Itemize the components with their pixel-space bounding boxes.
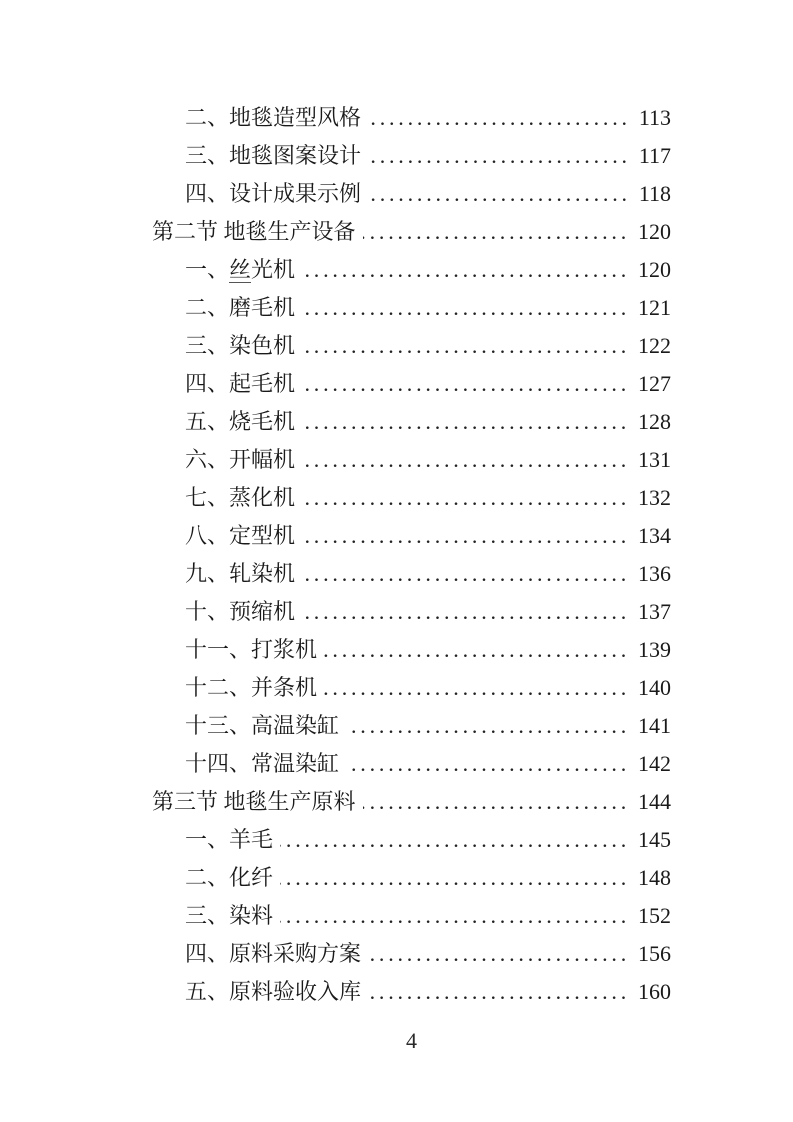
dot-leader <box>302 593 630 631</box>
toc-row-section <box>152 213 671 251</box>
dot-leader <box>324 669 630 707</box>
toc-entry-label: 六、开幅机 <box>185 447 296 472</box>
toc-entry-label: 三、地毯图案设计 <box>185 143 362 168</box>
toc-row-item <box>152 593 671 631</box>
dot-leader <box>368 973 630 1011</box>
toc-row-item <box>152 403 671 441</box>
toc-entry-label: 一、丝光机 <box>185 257 296 282</box>
toc-row-item <box>152 137 671 175</box>
toc-page-number: 113 <box>638 105 671 130</box>
toc-page-number: 120 <box>638 219 671 244</box>
toc-page-number: 120 <box>638 257 671 282</box>
dot-leader <box>280 897 630 935</box>
dot-leader <box>346 707 630 745</box>
underlined-text: 丝 <box>229 257 252 282</box>
dot-leader <box>363 783 630 821</box>
dot-leader <box>368 175 631 213</box>
toc-row-item <box>152 935 671 973</box>
toc-entry-label: 十、预缩机 <box>185 599 296 624</box>
toc-entry-label: 二、化纤 <box>185 865 274 890</box>
toc-page-number: 132 <box>638 485 671 510</box>
toc-row-item <box>152 821 671 859</box>
dot-leader <box>368 99 631 137</box>
toc-row-item <box>152 707 671 745</box>
dot-leader <box>302 441 630 479</box>
dot-leader <box>324 631 630 669</box>
toc-entry-label: 第三节 地毯生产原料 <box>152 789 356 814</box>
toc-entry-label: 第二节 地毯生产设备 <box>152 219 356 244</box>
toc-page-number: 152 <box>638 903 671 928</box>
dot-leader <box>302 517 630 555</box>
toc-page-number: 144 <box>638 789 671 814</box>
toc-row-section <box>152 783 671 821</box>
footer-page-number: 4 <box>406 1028 417 1053</box>
toc-entry-label: 三、染色机 <box>185 333 296 358</box>
dot-leader <box>346 745 630 783</box>
toc-page-number: 156 <box>638 941 671 966</box>
toc-row-item <box>152 175 671 213</box>
toc-entry-label: 三、染料 <box>185 903 274 928</box>
toc-entry-label: 五、烧毛机 <box>185 409 296 434</box>
toc-entry-label: 二、磨毛机 <box>185 295 296 320</box>
toc-page-number: 141 <box>638 713 671 738</box>
dot-leader <box>302 289 630 327</box>
toc-page-number: 145 <box>638 827 671 852</box>
toc-page-number: 142 <box>638 751 671 776</box>
toc-entry-label: 七、蒸化机 <box>185 485 296 510</box>
toc-row-item <box>152 897 671 935</box>
toc-entry-label: 十一、打浆机 <box>185 637 318 662</box>
toc-row-item <box>152 99 671 137</box>
toc-page-number: 122 <box>638 333 671 358</box>
toc-entry-label: 四、原料采购方案 <box>185 941 362 966</box>
dot-leader <box>302 251 630 289</box>
dot-leader <box>302 555 630 593</box>
toc-row-item <box>152 555 671 593</box>
toc-entry-label: 四、设计成果示例 <box>185 181 362 206</box>
dot-leader <box>280 821 630 859</box>
toc-page-number: 134 <box>638 523 671 548</box>
dot-leader <box>302 365 630 403</box>
toc-row-item <box>152 441 671 479</box>
toc-row-item <box>152 365 671 403</box>
toc-page-number: 160 <box>638 979 671 1004</box>
toc-page-number: 117 <box>638 143 671 168</box>
toc-row-item <box>152 745 671 783</box>
toc-entry-label: 五、原料验收入库 <box>185 979 362 1004</box>
dot-leader <box>302 479 630 517</box>
toc-page-number: 131 <box>638 447 671 472</box>
toc-row-item <box>152 479 671 517</box>
toc-page-number: 127 <box>638 371 671 396</box>
dot-leader <box>280 859 630 897</box>
dot-leader <box>368 137 631 175</box>
toc-entry-label: 九、轧染机 <box>185 561 296 586</box>
toc-page-number: 140 <box>638 675 671 700</box>
toc-row-item <box>152 327 671 365</box>
dot-leader <box>302 403 630 441</box>
toc-page-number: 128 <box>638 409 671 434</box>
toc-row-item <box>152 669 671 707</box>
dot-leader <box>363 213 630 251</box>
dot-leader <box>368 935 630 973</box>
toc-page-number: 139 <box>638 637 671 662</box>
toc-entry-label: 十三、高温染缸 <box>185 713 340 738</box>
toc-row-item <box>152 631 671 669</box>
toc-row-item <box>152 289 671 327</box>
toc-page-number: 136 <box>638 561 671 586</box>
toc-entry-label: 十二、并条机 <box>185 675 318 700</box>
toc-entry-label: 十四、常温染缸 <box>185 751 340 776</box>
toc-entry-label: 四、起毛机 <box>185 371 296 396</box>
toc-entry-label: 二、地毯造型风格 <box>185 105 362 130</box>
toc-row-item <box>152 517 671 555</box>
toc-page-number: 137 <box>638 599 671 624</box>
toc-page-number: 118 <box>638 181 671 206</box>
toc-entry-label: 八、定型机 <box>185 523 296 548</box>
dot-leader <box>302 327 630 365</box>
toc-page-number: 121 <box>638 295 671 320</box>
toc-list <box>152 99 671 1011</box>
toc-row-item <box>152 251 671 289</box>
toc-row-item <box>152 859 671 897</box>
toc-entry-label: 一、羊毛 <box>185 827 274 852</box>
toc-row-item <box>152 973 671 1011</box>
toc-page-number: 148 <box>638 865 671 890</box>
